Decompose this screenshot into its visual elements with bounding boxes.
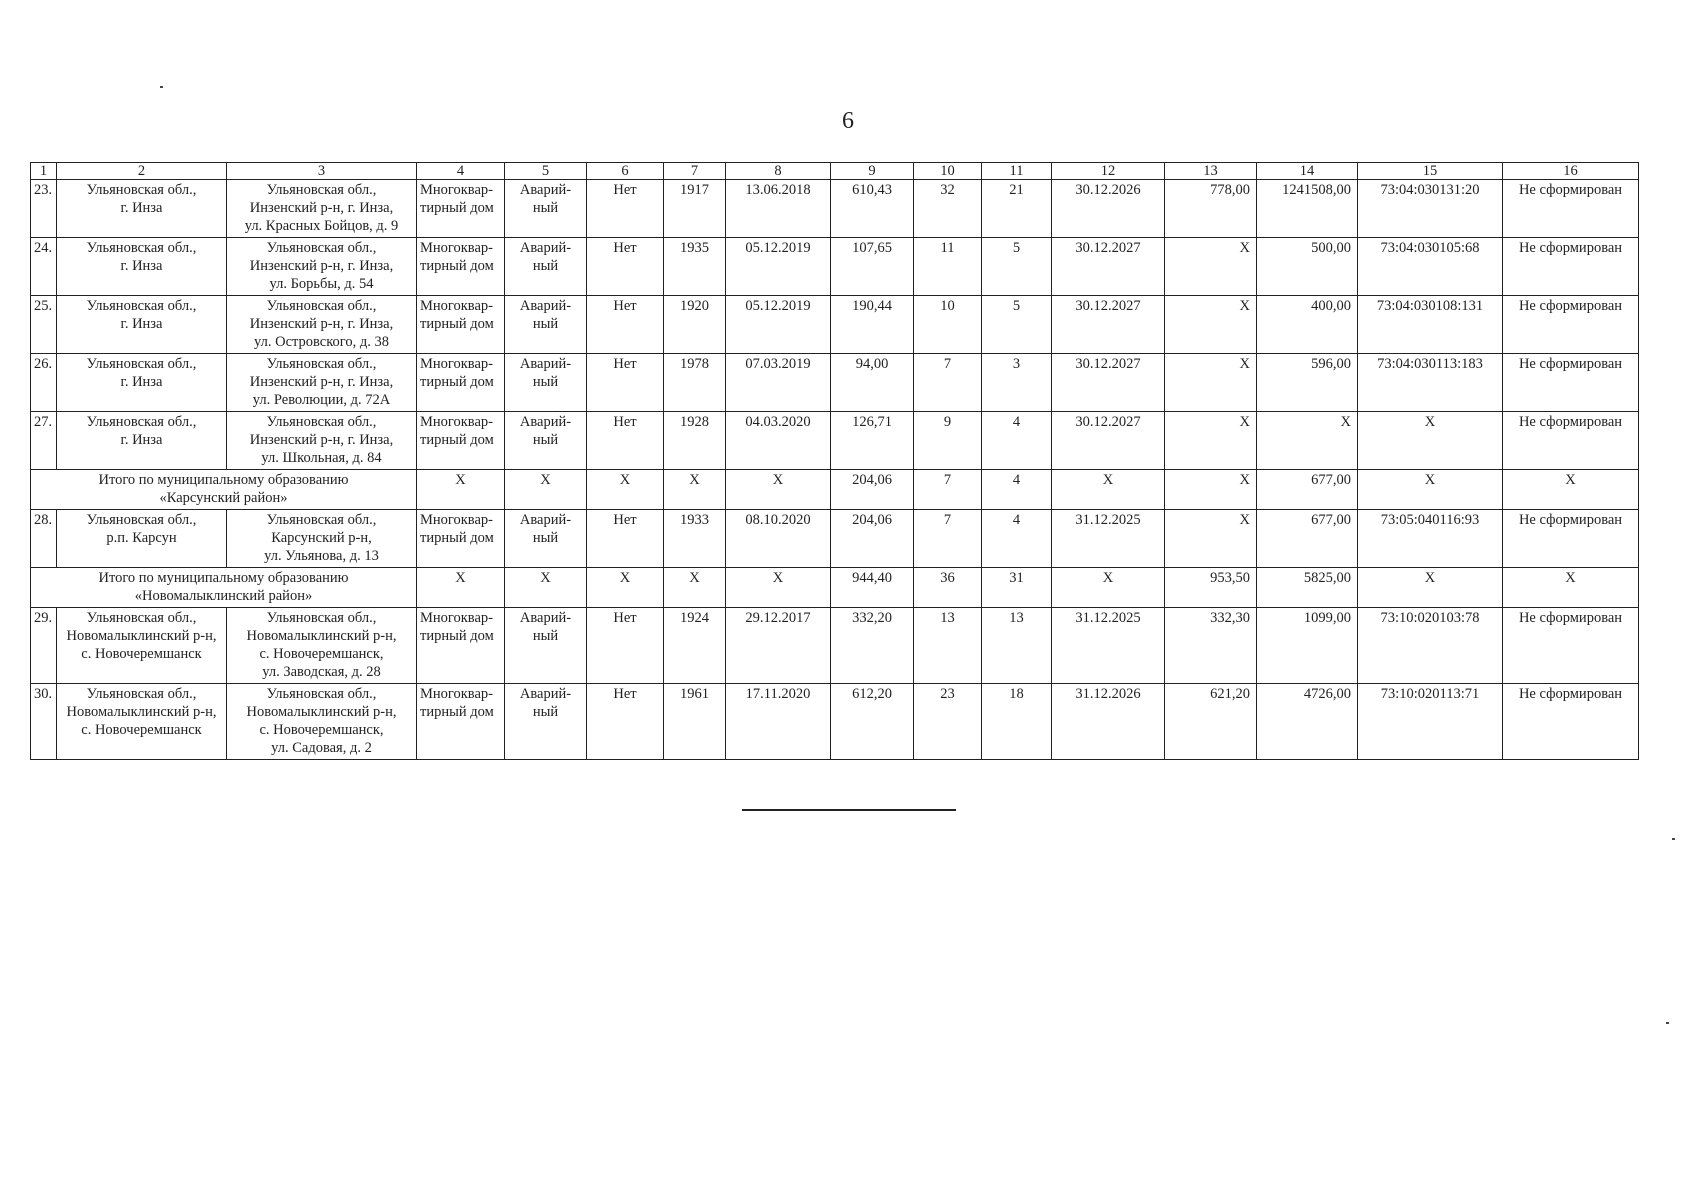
cell-line: Новомалыклинский р-н, <box>246 704 397 720</box>
subtotal-value: Х <box>417 470 505 510</box>
planned-date-cell: 31.12.2025 <box>1052 510 1165 568</box>
cell-line: тирный дом <box>420 530 494 546</box>
cell-line: Аварий- <box>519 512 572 528</box>
recognition-date-cell: 08.10.2020 <box>726 510 831 568</box>
cell-line: Ульяновская обл., <box>86 414 197 430</box>
table-row <box>31 510 1639 568</box>
cell-line: Ульяновская обл., <box>86 182 197 198</box>
subtotal-value: 31 <box>982 568 1052 608</box>
cell-line: с. Новочеремшанск <box>81 722 202 738</box>
col-11-cell: 5 <box>982 238 1052 296</box>
area-cell: 204,06 <box>831 510 914 568</box>
subtotal-value: 953,50 <box>1165 568 1257 608</box>
condition-cell <box>505 684 587 760</box>
cell-line: ул. Островского, д. 38 <box>254 334 389 350</box>
table-row <box>31 608 1639 684</box>
cell-line: ул. Борьбы, д. 54 <box>269 276 374 292</box>
condition-cell <box>505 510 587 568</box>
subtotal-value: Х <box>505 568 587 608</box>
subtotal-value: 677,00 <box>1257 470 1358 510</box>
subtotal-value: Х <box>1358 568 1503 608</box>
col-10-cell: 23 <box>914 684 982 760</box>
table-row <box>31 412 1639 470</box>
col-11-cell: 5 <box>982 296 1052 354</box>
cell-line: ный <box>532 200 559 216</box>
cell-line: ул. Школьная, д. 84 <box>261 450 382 466</box>
year-built-cell: 1924 <box>664 608 726 684</box>
col-14-cell: 1241508,00 <box>1257 180 1358 238</box>
cadastral-number-cell: 73:10:020113:71 <box>1358 684 1503 760</box>
address-cell <box>227 510 417 568</box>
col-6-cell: Нет <box>587 510 664 568</box>
cell-line: ул. Ульянова, д. 13 <box>264 548 379 564</box>
col-14-cell: Х <box>1257 412 1358 470</box>
column-number: 10 <box>914 163 982 180</box>
scan-speck <box>160 86 163 88</box>
condition-cell <box>505 608 587 684</box>
locality-cell <box>57 238 227 296</box>
cell-line: Карсунский р-н, <box>271 530 372 546</box>
row-number: 30. <box>31 684 57 760</box>
cell-line: Инзенский р-н, г. Инза, <box>249 374 394 390</box>
locality-cell <box>57 354 227 412</box>
building-type-cell <box>417 510 505 568</box>
cell-line: Инзенский р-н, г. Инза, <box>249 432 394 448</box>
column-number: 8 <box>726 163 831 180</box>
subtotal-value: 944,40 <box>831 568 914 608</box>
row-number: 23. <box>31 180 57 238</box>
table-body <box>31 163 1639 760</box>
page-number: 6 <box>842 108 854 134</box>
column-number: 15 <box>1358 163 1503 180</box>
planned-date-cell: 30.12.2027 <box>1052 354 1165 412</box>
cell-line: Многоквар- <box>420 686 493 702</box>
column-number: 2 <box>57 163 227 180</box>
row-number: 24. <box>31 238 57 296</box>
building-type-cell <box>417 354 505 412</box>
status-cell: Не сформирован <box>1503 608 1639 684</box>
subtotal-label <box>31 568 417 608</box>
cell-line: Ульяновская обл., <box>266 610 377 626</box>
cell-line: Инзенский р-н, г. Инза, <box>249 200 394 216</box>
address-cell <box>227 608 417 684</box>
cell-line: тирный дом <box>420 374 494 390</box>
condition-cell <box>505 296 587 354</box>
cell-line: тирный дом <box>420 258 494 274</box>
cell-line: Ульяновская обл., <box>86 512 197 528</box>
cell-line: Аварий- <box>519 610 572 626</box>
cell-line: Многоквар- <box>420 182 493 198</box>
end-separator-line <box>742 809 956 811</box>
column-number: 7 <box>664 163 726 180</box>
cell-line: Многоквар- <box>420 240 493 256</box>
cell-line: ул. Заводская, д. 28 <box>262 664 381 680</box>
cadastral-number-cell: Х <box>1358 412 1503 470</box>
building-type-cell <box>417 684 505 760</box>
row-number: 28. <box>31 510 57 568</box>
scan-speck <box>1672 838 1675 840</box>
table-row <box>31 238 1639 296</box>
col-11-cell: 4 <box>982 412 1052 470</box>
locality-cell <box>57 684 227 760</box>
subtotal-value: Х <box>726 470 831 510</box>
year-built-cell: 1928 <box>664 412 726 470</box>
cell-line: тирный дом <box>420 200 494 216</box>
condition-cell <box>505 412 587 470</box>
row-number: 29. <box>31 608 57 684</box>
planned-date-cell: 30.12.2026 <box>1052 180 1165 238</box>
cell-line: Ульяновская обл., <box>86 298 197 314</box>
cell-line: Ульяновская обл., <box>86 610 197 626</box>
address-cell <box>227 412 417 470</box>
subtotal-value: Х <box>1165 470 1257 510</box>
col-13-cell: 778,00 <box>1165 180 1257 238</box>
condition-cell <box>505 238 587 296</box>
column-number: 11 <box>982 163 1052 180</box>
subtotal-value: 204,06 <box>831 470 914 510</box>
cell-line: Многоквар- <box>420 610 493 626</box>
status-cell: Не сформирован <box>1503 412 1639 470</box>
row-number: 27. <box>31 412 57 470</box>
column-number: 3 <box>227 163 417 180</box>
cadastral-number-cell: 73:05:040116:93 <box>1358 510 1503 568</box>
cell-line: ный <box>532 704 559 720</box>
table-row <box>31 180 1639 238</box>
subtotal-value: 5825,00 <box>1257 568 1358 608</box>
subtotal-row <box>31 470 1639 510</box>
cell-line: Новомалыклинский р-н, <box>66 628 217 644</box>
building-type-cell <box>417 180 505 238</box>
status-cell: Не сформирован <box>1503 684 1639 760</box>
column-number: 9 <box>831 163 914 180</box>
col-14-cell: 677,00 <box>1257 510 1358 568</box>
column-number: 14 <box>1257 163 1358 180</box>
col-14-cell: 1099,00 <box>1257 608 1358 684</box>
condition-cell <box>505 180 587 238</box>
col-6-cell: Нет <box>587 238 664 296</box>
column-number: 13 <box>1165 163 1257 180</box>
address-cell <box>227 180 417 238</box>
col-6-cell: Нет <box>587 180 664 238</box>
address-cell <box>227 684 417 760</box>
subtotal-row <box>31 568 1639 608</box>
cell-line: Многоквар- <box>420 356 493 372</box>
scan-speck <box>1666 1022 1669 1024</box>
cell-line: Ульяновская обл., <box>86 686 197 702</box>
area-cell: 332,20 <box>831 608 914 684</box>
status-cell: Не сформирован <box>1503 238 1639 296</box>
col-11-cell: 21 <box>982 180 1052 238</box>
cadastral-number-cell: 73:04:030105:68 <box>1358 238 1503 296</box>
address-cell <box>227 238 417 296</box>
col-10-cell: 9 <box>914 412 982 470</box>
subtotal-value: Х <box>417 568 505 608</box>
cell-line: тирный дом <box>420 432 494 448</box>
area-cell: 190,44 <box>831 296 914 354</box>
locality-cell <box>57 412 227 470</box>
col-13-cell: Х <box>1165 510 1257 568</box>
col-10-cell: 7 <box>914 510 982 568</box>
col-13-cell: Х <box>1165 296 1257 354</box>
table-row <box>31 354 1639 412</box>
cell-line: Аварий- <box>519 182 572 198</box>
cell-line: г. Инза <box>120 374 163 390</box>
recognition-date-cell: 29.12.2017 <box>726 608 831 684</box>
column-number-row <box>31 163 1639 180</box>
cell-line: Новомалыклинский р-н, <box>246 628 397 644</box>
cell-line: г. Инза <box>120 200 163 216</box>
subtotal-value: Х <box>664 568 726 608</box>
planned-date-cell: 31.12.2025 <box>1052 608 1165 684</box>
cell-line: тирный дом <box>420 628 494 644</box>
table-row <box>31 684 1639 760</box>
cell-line: ул. Красных Бойцов, д. 9 <box>244 218 399 234</box>
row-number: 25. <box>31 296 57 354</box>
subtotal-value: 4 <box>982 470 1052 510</box>
cell-line: Ульяновская обл., <box>86 356 197 372</box>
col-6-cell: Нет <box>587 412 664 470</box>
cell-line: ный <box>532 258 559 274</box>
locality-cell <box>57 180 227 238</box>
area-cell: 107,65 <box>831 238 914 296</box>
cell-line: Ульяновская обл., <box>266 182 377 198</box>
cell-line: Ульяновская обл., <box>266 414 377 430</box>
col-13-cell: Х <box>1165 354 1257 412</box>
cell-line: р.п. Карсун <box>106 530 177 546</box>
cell-line: ный <box>532 316 559 332</box>
col-6-cell: Нет <box>587 684 664 760</box>
subtotal-value: 36 <box>914 568 982 608</box>
recognition-date-cell: 07.03.2019 <box>726 354 831 412</box>
column-number: 16 <box>1503 163 1639 180</box>
cell-line: тирный дом <box>420 704 494 720</box>
subtotal-value: Х <box>505 470 587 510</box>
col-10-cell: 10 <box>914 296 982 354</box>
cell-line: Ульяновская обл., <box>266 512 377 528</box>
building-type-cell <box>417 238 505 296</box>
cell-line: Ульяновская обл., <box>86 240 197 256</box>
cell-line: Инзенский р-н, г. Инза, <box>249 316 394 332</box>
cell-line: г. Инза <box>120 258 163 274</box>
cell-line: Итого по муниципальному образованию <box>98 472 349 488</box>
cell-line: Многоквар- <box>420 512 493 528</box>
subtotal-value: 7 <box>914 470 982 510</box>
year-built-cell: 1935 <box>664 238 726 296</box>
table-row <box>31 296 1639 354</box>
locality-cell <box>57 510 227 568</box>
col-11-cell: 4 <box>982 510 1052 568</box>
subtotal-value: Х <box>726 568 831 608</box>
cell-line: ный <box>532 374 559 390</box>
cell-line: ный <box>532 432 559 448</box>
area-cell: 610,43 <box>831 180 914 238</box>
col-13-cell: Х <box>1165 412 1257 470</box>
cell-line: Аварий- <box>519 356 572 372</box>
col-10-cell: 7 <box>914 354 982 412</box>
recognition-date-cell: 13.06.2018 <box>726 180 831 238</box>
subtotal-value: Х <box>1358 470 1503 510</box>
column-number: 1 <box>31 163 57 180</box>
cell-line: Ульяновская обл., <box>266 298 377 314</box>
col-13-cell: 332,30 <box>1165 608 1257 684</box>
col-10-cell: 13 <box>914 608 982 684</box>
status-cell: Не сформирован <box>1503 510 1639 568</box>
address-cell <box>227 354 417 412</box>
cell-line: Аварий- <box>519 298 572 314</box>
housing-register-table <box>30 162 1639 760</box>
area-cell: 126,71 <box>831 412 914 470</box>
cell-line: ул. Садовая, д. 2 <box>271 740 372 756</box>
cell-line: тирный дом <box>420 316 494 332</box>
cell-line: ный <box>532 628 559 644</box>
cell-line: г. Инза <box>120 432 163 448</box>
status-cell: Не сформирован <box>1503 296 1639 354</box>
recognition-date-cell: 05.12.2019 <box>726 238 831 296</box>
cell-line: ный <box>532 530 559 546</box>
year-built-cell: 1933 <box>664 510 726 568</box>
cadastral-number-cell: 73:10:020103:78 <box>1358 608 1503 684</box>
cell-line: «Карсунский район» <box>159 490 288 506</box>
column-number: 5 <box>505 163 587 180</box>
col-13-cell: Х <box>1165 238 1257 296</box>
year-built-cell: 1917 <box>664 180 726 238</box>
column-number: 6 <box>587 163 664 180</box>
subtotal-value: Х <box>1052 568 1165 608</box>
cell-line: Аварий- <box>519 240 572 256</box>
col-10-cell: 32 <box>914 180 982 238</box>
col-10-cell: 11 <box>914 238 982 296</box>
recognition-date-cell: 05.12.2019 <box>726 296 831 354</box>
year-built-cell: 1920 <box>664 296 726 354</box>
area-cell: 612,20 <box>831 684 914 760</box>
subtotal-value: Х <box>587 568 664 608</box>
planned-date-cell: 30.12.2027 <box>1052 296 1165 354</box>
cell-line: Итого по муниципальному образованию <box>98 570 349 586</box>
locality-cell <box>57 608 227 684</box>
column-number: 12 <box>1052 163 1165 180</box>
cell-line: с. Новочеремшанск <box>81 646 202 662</box>
cell-line: Ульяновская обл., <box>266 240 377 256</box>
cadastral-number-cell: 73:04:030108:131 <box>1358 296 1503 354</box>
year-built-cell: 1978 <box>664 354 726 412</box>
row-number: 26. <box>31 354 57 412</box>
year-built-cell: 1961 <box>664 684 726 760</box>
col-11-cell: 3 <box>982 354 1052 412</box>
recognition-date-cell: 04.03.2020 <box>726 412 831 470</box>
col-14-cell: 4726,00 <box>1257 684 1358 760</box>
cell-line: Аварий- <box>519 414 572 430</box>
cadastral-number-cell: 73:04:030131:20 <box>1358 180 1503 238</box>
cell-line: «Новомалыклинский район» <box>134 588 313 604</box>
building-type-cell <box>417 608 505 684</box>
col-13-cell: 621,20 <box>1165 684 1257 760</box>
cell-line: с. Новочеремшанск, <box>259 646 384 662</box>
col-6-cell: Нет <box>587 354 664 412</box>
col-14-cell: 400,00 <box>1257 296 1358 354</box>
subtotal-value: Х <box>1503 470 1639 510</box>
status-cell: Не сформирован <box>1503 354 1639 412</box>
status-cell: Не сформирован <box>1503 180 1639 238</box>
cell-line: Аварий- <box>519 686 572 702</box>
subtotal-label <box>31 470 417 510</box>
address-cell <box>227 296 417 354</box>
col-6-cell: Нет <box>587 296 664 354</box>
col-11-cell: 18 <box>982 684 1052 760</box>
building-type-cell <box>417 412 505 470</box>
col-14-cell: 500,00 <box>1257 238 1358 296</box>
cell-line: г. Инза <box>120 316 163 332</box>
cadastral-number-cell: 73:04:030113:183 <box>1358 354 1503 412</box>
col-11-cell: 13 <box>982 608 1052 684</box>
recognition-date-cell: 17.11.2020 <box>726 684 831 760</box>
cell-line: Инзенский р-н, г. Инза, <box>249 258 394 274</box>
cell-line: Многоквар- <box>420 298 493 314</box>
planned-date-cell: 31.12.2026 <box>1052 684 1165 760</box>
planned-date-cell: 30.12.2027 <box>1052 238 1165 296</box>
cell-line: Многоквар- <box>420 414 493 430</box>
column-number: 4 <box>417 163 505 180</box>
cell-line: Ульяновская обл., <box>266 686 377 702</box>
cell-line: Новомалыклинский р-н, <box>66 704 217 720</box>
subtotal-value: Х <box>1052 470 1165 510</box>
condition-cell <box>505 354 587 412</box>
planned-date-cell: 30.12.2027 <box>1052 412 1165 470</box>
subtotal-value: Х <box>664 470 726 510</box>
building-type-cell <box>417 296 505 354</box>
subtotal-value: Х <box>587 470 664 510</box>
col-14-cell: 596,00 <box>1257 354 1358 412</box>
locality-cell <box>57 296 227 354</box>
area-cell: 94,00 <box>831 354 914 412</box>
cell-line: с. Новочеремшанск, <box>259 722 384 738</box>
col-6-cell: Нет <box>587 608 664 684</box>
subtotal-value: Х <box>1503 568 1639 608</box>
cell-line: Ульяновская обл., <box>266 356 377 372</box>
cell-line: ул. Революции, д. 72А <box>252 392 391 408</box>
